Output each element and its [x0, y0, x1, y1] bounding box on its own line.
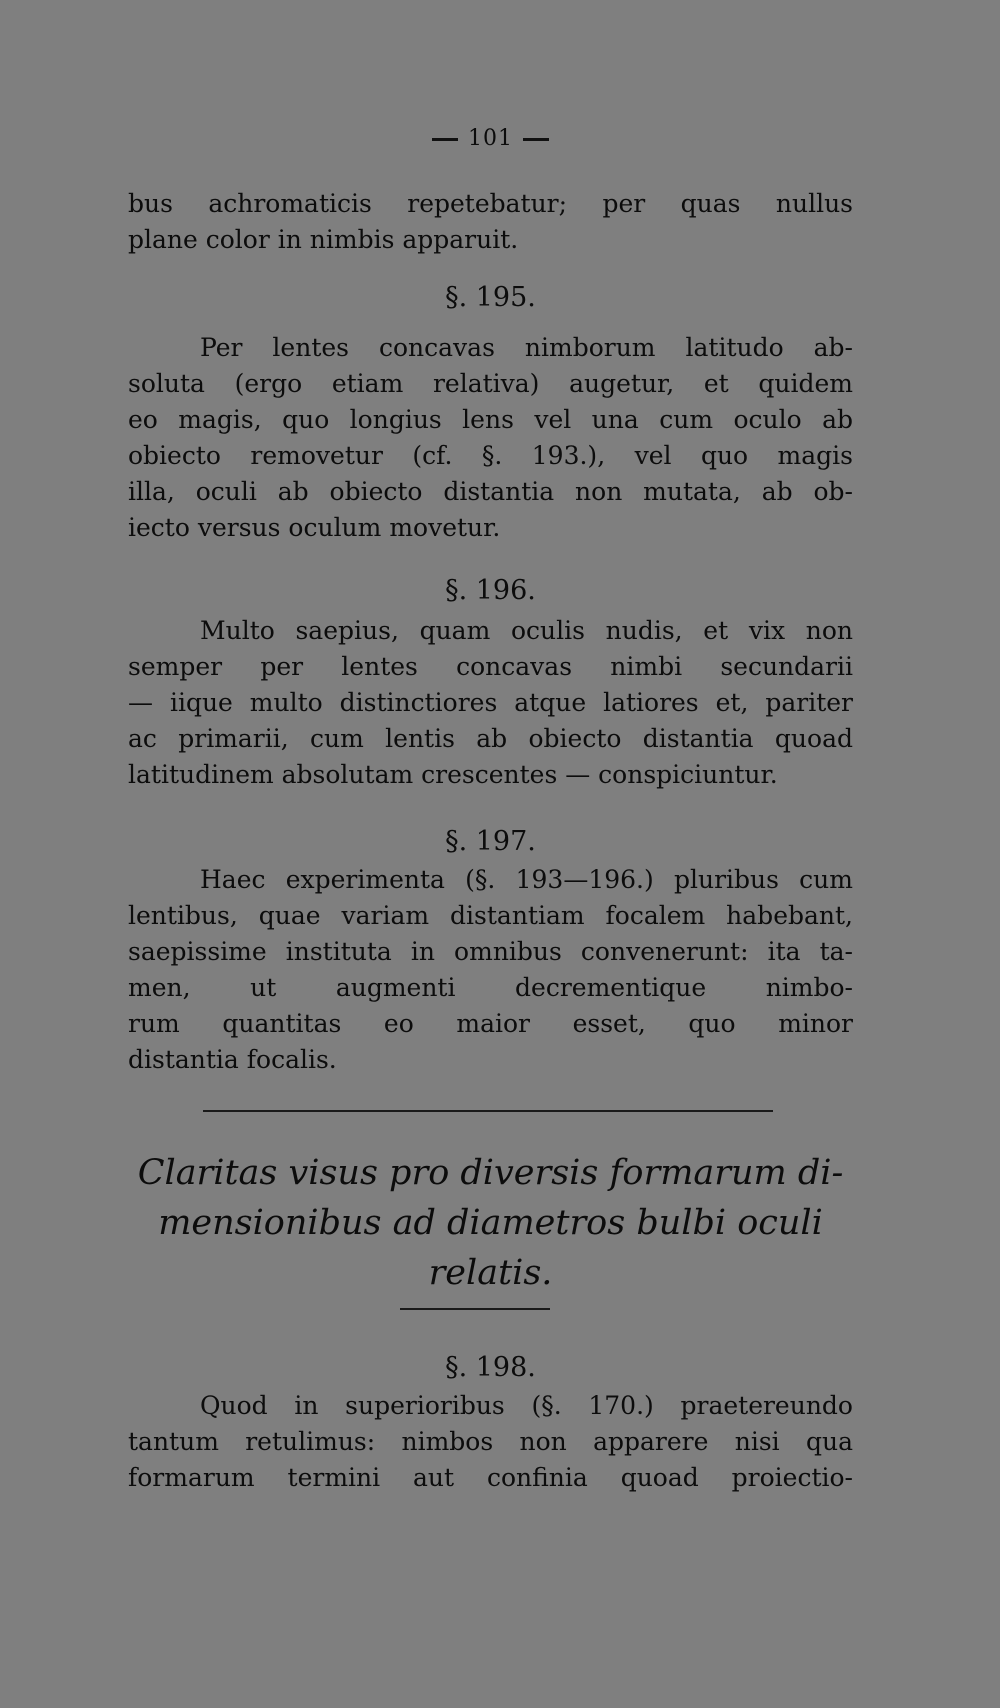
- text-line: obiecto removetur (cf. §. 193.), vel quo magis: [128, 441, 853, 470]
- section-divider: [203, 1110, 773, 1112]
- text-line: formarum termini aut confinia quoad proiectio-: [128, 1463, 853, 1492]
- section-heading-195: §. 195.: [445, 282, 536, 313]
- chapter-title-line: mensionibus ad diametros bulbi oculi: [158, 1203, 823, 1243]
- text-line: ac primarii, cum lentis ab obiecto distantia quoad: [128, 724, 853, 753]
- chapter-title-line: relatis.: [428, 1253, 553, 1293]
- text-line: latitudinem absolutam crescentes — conspiciuntur.: [128, 760, 778, 789]
- page-header: [128, 126, 853, 151]
- section-heading-197: §. 197.: [445, 826, 536, 857]
- text-line: illa, oculi ab obiecto distantia non mutata, ab ob-: [128, 477, 853, 506]
- text-line: bus achromaticis repetebatur; per quas nullus: [128, 189, 853, 218]
- book-page: [128, 0, 853, 1708]
- section-heading-196: §. 196.: [445, 575, 536, 606]
- text-line: plane color in nimbis apparuit.: [128, 225, 519, 254]
- header-dash-left: [432, 138, 458, 141]
- text-line: iecto versus oculum movetur.: [128, 513, 501, 542]
- text-line: saepissime instituta in omnibus convenerunt: ita ta-: [128, 937, 853, 966]
- text-line: Multo saepius, quam oculis nudis, et vix non: [200, 616, 853, 645]
- text-line: eo magis, quo longius lens vel una cum oculo ab: [128, 405, 853, 434]
- text-line: lentibus, quae variam distantiam focalem habebant,: [128, 901, 853, 930]
- text-line: Per lentes concavas nimborum latitudo ab-: [200, 333, 853, 362]
- page-number: 101: [468, 126, 513, 151]
- header-dash-right: [523, 138, 549, 141]
- section-heading-198: §. 198.: [445, 1352, 536, 1383]
- text-line: Haec experimenta (§. 193—196.) pluribus cum: [200, 865, 853, 894]
- chapter-title-line: Claritas visus pro diversis formarum di-: [137, 1153, 844, 1193]
- text-line: rum quantitas eo maior esset, quo minor: [128, 1009, 853, 1038]
- text-line: distantia focalis.: [128, 1045, 337, 1074]
- title-underline: [400, 1308, 550, 1310]
- text-line: Quod in superioribus (§. 170.) praetereundo: [200, 1391, 853, 1420]
- text-line: — iique multo distinctiores atque latiores et, pariter: [128, 688, 853, 717]
- text-line: soluta (ergo etiam relativa) augetur, et quidem: [128, 369, 853, 398]
- text-line: men, ut augmenti decrementique nimbo-: [128, 973, 853, 1002]
- text-line: semper per lentes concavas nimbi secundarii: [128, 652, 853, 681]
- text-line: tantum retulimus: nimbos non apparere nisi qua: [128, 1427, 853, 1456]
